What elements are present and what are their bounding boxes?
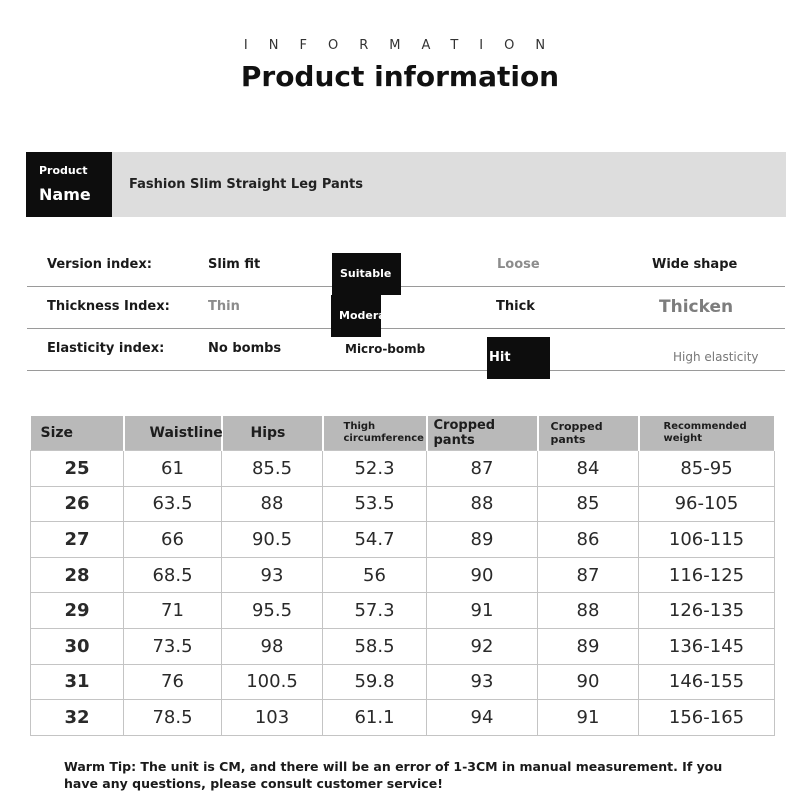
cell-cropped-pants-2: 89 xyxy=(538,628,639,664)
version-option-loose: Loose xyxy=(497,257,540,272)
thickness-option-thin: Thin xyxy=(208,299,240,314)
elasticity-index-label: Elasticity index: xyxy=(47,341,165,356)
size-row xyxy=(31,593,775,629)
cell-waistline: 68.5 xyxy=(124,557,222,593)
cell-waistline: 78.5 xyxy=(124,700,222,736)
thickness-option-thick: Thick xyxy=(496,299,535,314)
page-title: Product information xyxy=(240,60,560,93)
version-option-slim-fit: Slim fit xyxy=(208,257,261,272)
cell-thigh: 57.3 xyxy=(323,593,427,629)
cell-cropped-pants-2: 86 xyxy=(538,522,639,558)
cell-waistline: 76 xyxy=(124,664,222,700)
version-option-suitable-selected: Suitable xyxy=(332,253,401,295)
size-row xyxy=(31,700,775,736)
cell-cropped-pants-1: 93 xyxy=(427,664,538,700)
cell-cropped-pants-2: 87 xyxy=(538,557,639,593)
elasticity-option-hit-selected: Hit xyxy=(487,337,550,379)
product-name-tag xyxy=(26,152,112,217)
column-header-thigh: Thigh circumference xyxy=(323,416,427,451)
cell-cropped-pants-1: 89 xyxy=(427,522,538,558)
thickness-option-moderate-selected: Moderate xyxy=(331,295,381,337)
column-header-recommended-weight: Recommended weight xyxy=(639,416,775,451)
warm-tip: Warm Tip: The unit is CM, and there will be an error of 1-3CM in manual measurement. If you have any questions, please consult customer service! xyxy=(64,759,723,791)
version-option-wide-shape: Wide shape xyxy=(652,257,738,272)
cell-cropped-pants-2: 88 xyxy=(538,593,639,629)
product-name-bar xyxy=(26,152,786,217)
cell-cropped-pants-1: 94 xyxy=(427,700,538,736)
version-index-label: Version index: xyxy=(47,257,152,272)
size-row xyxy=(31,451,775,487)
cell-recommended-weight: 136-145 xyxy=(639,628,775,664)
thickness-option-thicken: Thicken xyxy=(659,297,734,317)
cell-thigh: 53.5 xyxy=(323,486,427,522)
cell-cropped-pants-1: 91 xyxy=(427,593,538,629)
cell-waistline: 63.5 xyxy=(124,486,222,522)
column-header-cropped-pants-2: Cropped pants xyxy=(538,416,639,451)
size-row xyxy=(31,664,775,700)
elasticity-option-micro-bomb: Micro-bomb xyxy=(345,342,426,356)
cell-cropped-pants-1: 92 xyxy=(427,628,538,664)
cell-size: 27 xyxy=(31,522,124,558)
cell-hips: 103 xyxy=(222,700,323,736)
cell-cropped-pants-1: 88 xyxy=(427,486,538,522)
cell-recommended-weight: 126-135 xyxy=(639,593,775,629)
cell-cropped-pants-2: 84 xyxy=(538,451,639,487)
column-header-cropped-pants-1: Cropped pants xyxy=(427,416,538,451)
cell-thigh: 58.5 xyxy=(323,628,427,664)
elasticity-option-no-bombs: No bombs xyxy=(208,341,282,356)
thickness-index-row xyxy=(27,286,785,329)
size-row xyxy=(31,557,775,593)
cell-recommended-weight: 116-125 xyxy=(639,557,775,593)
elasticity-option-high-elasticity: High elasticity xyxy=(673,350,759,364)
size-row xyxy=(31,486,775,522)
cell-recommended-weight: 85-95 xyxy=(639,451,775,487)
elasticity-index-row xyxy=(27,328,785,371)
cell-hips: 98 xyxy=(222,628,323,664)
cell-thigh: 52.3 xyxy=(323,451,427,487)
cell-recommended-weight: 106-115 xyxy=(639,522,775,558)
cell-thigh: 61.1 xyxy=(323,700,427,736)
cell-size: 30 xyxy=(31,628,124,664)
cell-hips: 95.5 xyxy=(222,593,323,629)
cell-thigh: 59.8 xyxy=(323,664,427,700)
product-name-tag-line2: Name xyxy=(39,185,91,204)
cell-hips: 90.5 xyxy=(222,522,323,558)
cell-size: 31 xyxy=(31,664,124,700)
cell-recommended-weight: 156-165 xyxy=(639,700,775,736)
cell-waistline: 71 xyxy=(124,593,222,629)
cell-waistline: 73.5 xyxy=(124,628,222,664)
cell-hips: 85.5 xyxy=(222,451,323,487)
product-name-tag-line1: Product xyxy=(39,164,88,177)
cell-size: 29 xyxy=(31,593,124,629)
size-chart-table xyxy=(30,416,776,736)
cell-recommended-weight: 146-155 xyxy=(639,664,775,700)
size-row xyxy=(31,522,775,558)
version-index-row xyxy=(27,244,785,287)
cell-cropped-pants-2: 85 xyxy=(538,486,639,522)
product-name-value: Fashion Slim Straight Leg Pants xyxy=(129,177,364,192)
size-row xyxy=(31,628,775,664)
cell-thigh: 56 xyxy=(323,557,427,593)
cell-size: 28 xyxy=(31,557,124,593)
cell-waistline: 66 xyxy=(124,522,222,558)
column-header-waistline: Waistline xyxy=(124,416,222,451)
cell-hips: 93 xyxy=(222,557,323,593)
cell-size: 25 xyxy=(31,451,124,487)
cell-size: 32 xyxy=(31,700,124,736)
thickness-index-label: Thickness Index: xyxy=(47,299,170,314)
cell-hips: 88 xyxy=(222,486,323,522)
cell-cropped-pants-2: 91 xyxy=(538,700,639,736)
column-header-hips: Hips xyxy=(222,416,323,451)
column-header-size: Size xyxy=(31,416,124,451)
cell-size: 26 xyxy=(31,486,124,522)
section-eyebrow: INFORMATION xyxy=(243,38,567,53)
size-chart-header-row xyxy=(31,416,775,451)
cell-thigh: 54.7 xyxy=(323,522,427,558)
cell-cropped-pants-2: 90 xyxy=(538,664,639,700)
cell-recommended-weight: 96-105 xyxy=(639,486,775,522)
cell-hips: 100.5 xyxy=(222,664,323,700)
cell-waistline: 61 xyxy=(124,451,222,487)
cell-cropped-pants-1: 90 xyxy=(427,557,538,593)
cell-cropped-pants-1: 87 xyxy=(427,451,538,487)
